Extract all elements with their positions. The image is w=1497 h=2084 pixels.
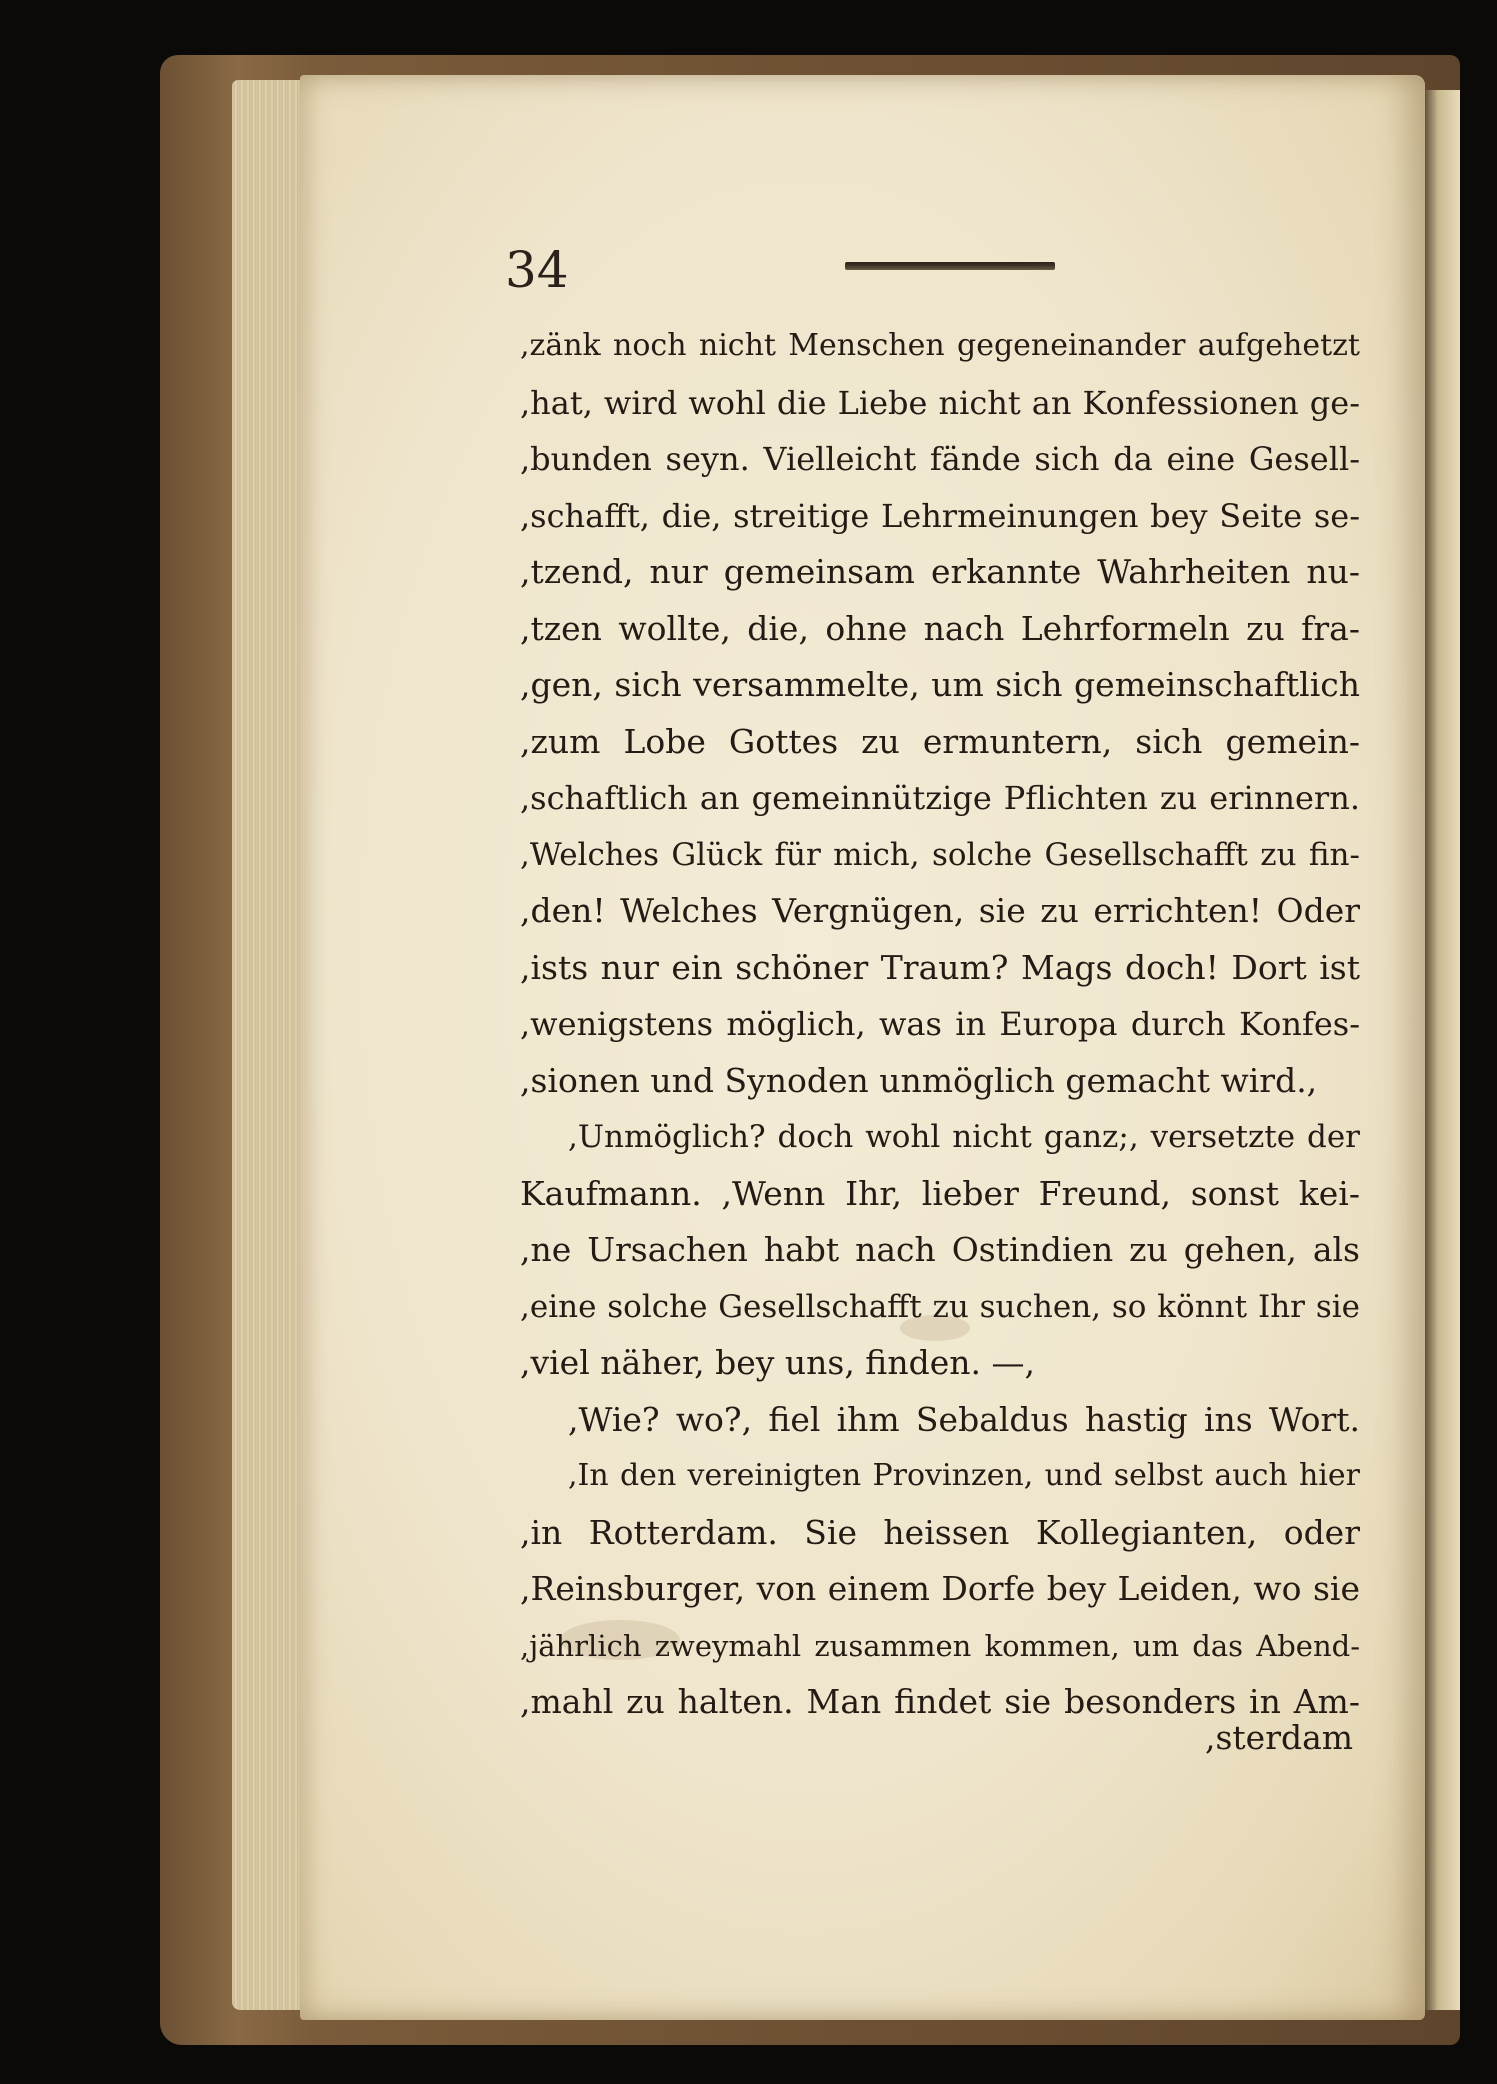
text-line: ,schaftlich an gemeinnützige Pflichten zu erinnern. <box>520 779 1360 817</box>
text-line: ,gen, sich versammelte, um sich gemeinschaftlich <box>520 665 1360 704</box>
text-line: ,in Rotterdam. Sie heissen Kollegianten, oder <box>520 1512 1360 1552</box>
text-line: ,hat, wird wohl die Liebe nicht an Konfessionen ge- <box>520 383 1360 422</box>
text-line: ,tzend, nur gemeinsam erkannte Wahrheiten nu- <box>520 552 1360 591</box>
text-line: ,Wie? wo?, fiel ihm Sebaldus hastig ins Wort. <box>568 1399 1360 1439</box>
text-line: ,wenigstens möglich, was in Europa durch Konfes- <box>520 1005 1360 1043</box>
text-line: Kaufmann. ,Wenn Ihr, lieber Freund, sonst kei- <box>520 1173 1360 1213</box>
text-line: ,den! Welches Vergnügen, sie zu errichten! Oder <box>520 891 1360 930</box>
text-line: ,viel näher, bey uns, finden. —, <box>520 1343 1035 1382</box>
text-line: ,In den vereinigten Provinzen, und selbst auch hier <box>568 1458 1360 1493</box>
text-line: ,zum Lobe Gottes zu ermuntern, sich gemein- <box>520 721 1360 761</box>
body-text <box>520 318 1360 1731</box>
text-line: ,Welches Glück für mich, solche Gesellschafft zu fin- <box>520 836 1360 873</box>
text-line: ,schafft, die, streitige Lehrmeinungen bey Seite se- <box>520 496 1360 535</box>
header-rule <box>845 262 1055 270</box>
text-line: ,zänk noch nicht Menschen gegeneinander aufgehetzt <box>520 328 1360 363</box>
text-line: ,ists nur ein schöner Traum? Mags doch! Dort ist <box>520 947 1360 987</box>
catchword: ,sterdam <box>1205 1718 1354 1757</box>
facing-page-gutter <box>1420 90 1460 2010</box>
text-line: ,ne Ursachen habt nach Ostindien zu gehen, als <box>520 1230 1360 1269</box>
text-line: ,eine solche Gesellschafft zu suchen, so könnt Ihr sie <box>520 1288 1360 1325</box>
text-line: ,sionen und Synoden unmöglich gemacht wird., <box>520 1060 1318 1100</box>
text-line: ,jährlich zweymahl zusammen kommen, um das Abend- <box>520 1628 1360 1663</box>
text-line: ,tzen wollte, die, ohne nach Lehrformeln zu fra- <box>520 608 1360 648</box>
running-header <box>505 240 1355 300</box>
page-number: 34 <box>505 241 569 299</box>
text-line: ,mahl zu halten. Man findet sie besonders in Am- <box>520 1682 1360 1721</box>
text-line: ,Unmöglich? doch wohl nicht ganz;, versetzte der <box>568 1119 1360 1155</box>
text-line: ,bunden seyn. Vielleicht fände sich da eine Gesell- <box>520 440 1360 478</box>
text-line: ,Reinsburger, von einem Dorfe bey Leiden, wo sie <box>520 1569 1360 1608</box>
